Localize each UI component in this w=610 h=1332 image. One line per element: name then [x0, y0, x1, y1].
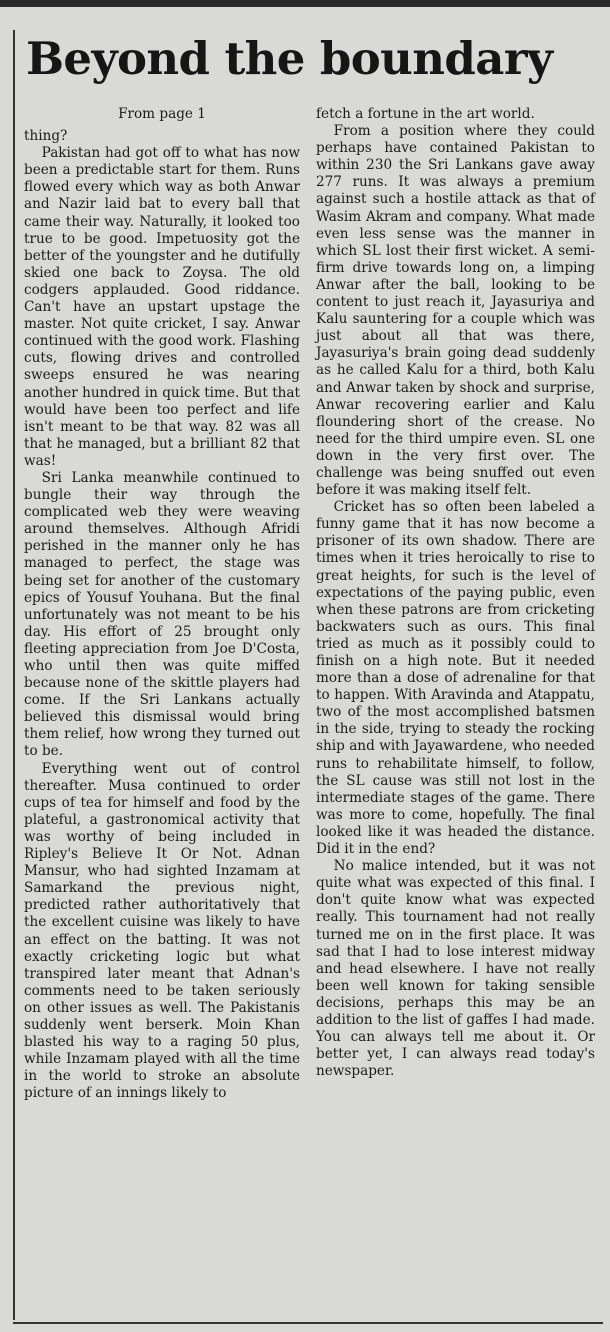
top-rule: [0, 0, 610, 7]
paragraph: fetch a fortune in the art world.: [316, 106, 535, 122]
paragraph: No malice intended, but it was not quite what was expected of this final. I don't quite know what was expected really. This tournament had not really turned me on in the first place. It was sad that I had to lose interest midway and head elsewhere. I have not really been well known for taking sensible decisions, perhaps this may be an addition to the list of gaffes I had made. You can always tell me about it. Or better yet, I can always read today's newspaper.: [316, 858, 595, 1080]
left-column-rule: [13, 30, 15, 1320]
jump-line: From page 1: [118, 106, 206, 122]
paragraph: From a position where they could perhaps have contained Pakistan to within 230 the Sri Lankans gave away 277 runs. It was always a premium against such a hostile attack as that of Wasim Akram and company. What made even less sense was the manner in which SL lost their first wicket. A semi-firm drive towards long on, a limping Anwar after the ball, looking to be content to just reach it, Jayasuriya and Kalu sauntering for a couple which was just about all that was there, Jayasuriya's brain going dead suddenly as he called Kalu for a third, both Kalu and Anwar taken by shock and surprise, Anwar recovering earlier and Kalu floundering short of the crease. No need for the third umpire even. SL one down in the very first over. The challenge was being snuffed out even before it was making itself felt.: [316, 123, 595, 499]
headline: Beyond the boundary: [26, 32, 553, 85]
paragraph: thing?: [24, 128, 68, 145]
article-column-right: [316, 106, 595, 1080]
paragraph: Everything went out of control thereafter. Musa continued to order cups of tea for himself and food by the plateful, a gastronomical activity that was worthy of being included in Ripley's Believe It Or Not. Adnan Mansur, who had sighted Inzamam at Samarkand the previous night, predicted rather authoritatively that the excellent cuisine was likely to have an effect on the batting. It was not exactly cricketing logic but what transpired later meant that Adnan's comments need to be taken seriously on other issues as well. The Pakistanis suddenly went berserk. Moin Khan blasted his way to a raging 50 plus, while Inzamam played with all the time in the world to stroke an absolute picture of an innings likely to: [24, 760, 300, 1102]
bottom-rule: [13, 1322, 603, 1324]
article-column-left: [24, 106, 300, 1102]
paragraph: Cricket has so often been labeled a funny game that it has now become a prisoner of its own shadow. There are times when it tries heroically to rise to great heights, for such is the level of expectations of the paying public, even when these patrons are from cricketing backwaters such as ours. This final tried as much as it possibly could to finish on a high note. But it needed more than a dose of adrenaline for that to happen. With Aravinda and Atappatu, two of the most accomplished batsmen in the side, trying to steady the rocking ship and with Jayawardene, who needed runs to rehabilitate himself, to follow, the SL cause was still not lost in the intermediate stages of the game. There was more to come, hopefully. The final looked like it was headed the distance. Did it in the end?: [316, 499, 595, 858]
paragraph: Sri Lanka meanwhile continued to bungle their way through the complicated web they were weaving around themselves. Although Afridi perished in the manner only he has managed to perfect, the stage was being set for another of the customary epics of Yousuf Youhana. But the final unfortunately was not meant to be his day. His effort of 25 brought only fleeting appreciation from Joe D'Costa, who until then was quite miffed because none of the skittle players had come. If the Sri Lankans actually believed this dismissal would bring them relief, how wrong they turned out to be.: [24, 469, 300, 760]
paragraph: Pakistan had got off to what has now been a predictable start for them. Runs flowed every which way as both Anwar and Nazir laid bat to every ball that came their way. Naturally, it looked too true to be good. Impetuosity got the better of the youngster and he dutifully skied one back to Zoysa. The old codgers applauded. Good riddance. Can't have an upstart upstage the master. Not quite cricket, I say. Anwar continued with the good work. Flashing cuts, flowing drives and controlled sweeps ensured he was nearing another hundred in quick time. But that would have been too perfect and life isn't meant to be that way. 82 was all that he managed, but a brilliant 82 that was!: [24, 145, 300, 469]
